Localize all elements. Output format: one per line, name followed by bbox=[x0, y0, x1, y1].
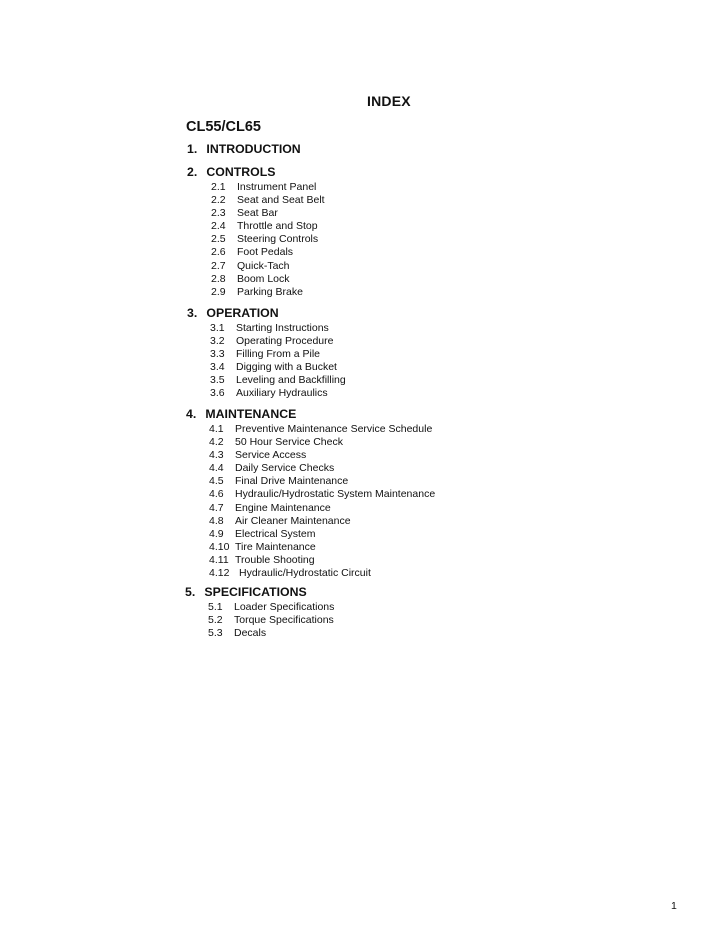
entry-label: Trouble Shooting bbox=[235, 553, 315, 566]
section-maintenance bbox=[0, 406, 717, 580]
entry-list bbox=[0, 423, 717, 580]
index-entry bbox=[211, 194, 717, 207]
index-entry bbox=[209, 449, 717, 462]
index-entry bbox=[209, 528, 717, 541]
section-specifications bbox=[0, 584, 717, 640]
section-number: 1. bbox=[187, 142, 198, 156]
index-entry bbox=[211, 181, 717, 194]
entry-number: 3.4 bbox=[210, 361, 225, 374]
index-entry bbox=[211, 246, 717, 259]
index-entry bbox=[208, 614, 717, 627]
entry-label: Quick-Tach bbox=[237, 259, 290, 272]
entry-number: 2.3 bbox=[211, 207, 226, 220]
index-entry bbox=[211, 233, 717, 246]
entry-number: 3.6 bbox=[210, 387, 225, 400]
index-entry bbox=[211, 286, 717, 299]
entry-label: Hydraulic/Hydrostatic Circuit bbox=[239, 567, 371, 580]
section-title: MAINTENANCE bbox=[205, 407, 297, 421]
entry-label: Air Cleaner Maintenance bbox=[235, 514, 351, 527]
index-entry bbox=[210, 374, 717, 387]
section-title: INTRODUCTION bbox=[206, 142, 301, 156]
section-heading bbox=[0, 164, 717, 181]
entry-label: Torque Specifications bbox=[234, 614, 334, 627]
entry-number: 4.2 bbox=[209, 436, 224, 449]
index-entry bbox=[210, 387, 717, 400]
entry-number: 5.2 bbox=[208, 614, 223, 627]
entry-number: 3.2 bbox=[210, 335, 225, 348]
index-entry bbox=[209, 502, 717, 515]
entry-number: 4.7 bbox=[209, 501, 224, 514]
index-entry bbox=[211, 207, 717, 220]
section-operation bbox=[0, 305, 717, 401]
section-heading bbox=[0, 584, 717, 601]
entry-label: Instrument Panel bbox=[237, 181, 317, 193]
section-heading bbox=[0, 305, 717, 322]
entry-label: Preventive Maintenance Service Schedule bbox=[235, 423, 433, 435]
entry-number: 5.3 bbox=[208, 627, 223, 640]
entry-list bbox=[0, 601, 717, 640]
entry-number: 4.8 bbox=[209, 514, 224, 527]
index-entry bbox=[210, 348, 717, 361]
section-number: 5. bbox=[185, 585, 196, 599]
entry-label: Filling From a Pile bbox=[236, 348, 321, 361]
entry-label: Daily Service Checks bbox=[235, 462, 335, 475]
page-title: INDEX bbox=[367, 93, 411, 109]
index-entry bbox=[210, 322, 717, 335]
index-entry bbox=[209, 567, 717, 580]
section-heading bbox=[0, 406, 717, 423]
entry-label: Foot Pedals bbox=[237, 246, 294, 259]
entry-number: 2.4 bbox=[211, 220, 226, 233]
index-entry bbox=[208, 627, 717, 640]
entry-label: Auxiliary Hydraulics bbox=[236, 387, 328, 400]
section-title: SPECIFICATIONS bbox=[204, 585, 307, 599]
entry-number: 4.9 bbox=[209, 527, 224, 540]
entry-label: Throttle and Stop bbox=[237, 220, 318, 233]
entry-number: 4.4 bbox=[209, 462, 224, 475]
entry-number: 3.5 bbox=[210, 374, 225, 387]
entry-label: Digging with a Bucket bbox=[236, 361, 337, 374]
index-entry bbox=[209, 423, 717, 436]
entry-list bbox=[0, 181, 717, 299]
index-entry bbox=[209, 541, 717, 554]
entry-number: 2.1 bbox=[211, 181, 226, 193]
entry-number: 4.1 bbox=[209, 423, 224, 435]
index-entry bbox=[209, 554, 717, 567]
entry-label: Engine Maintenance bbox=[235, 501, 331, 514]
entry-label: Boom Lock bbox=[237, 272, 290, 285]
entry-label: Hydraulic/Hydrostatic System Maintenance bbox=[235, 488, 436, 501]
section-number: 2. bbox=[187, 165, 198, 179]
index-entry bbox=[209, 475, 717, 488]
entry-number: 5.1 bbox=[208, 601, 223, 613]
entry-number: 4.10 bbox=[209, 540, 230, 553]
index-entry bbox=[209, 462, 717, 475]
section-number: 3. bbox=[187, 306, 198, 320]
entry-label: Tire Maintenance bbox=[235, 540, 316, 553]
index-entry bbox=[211, 220, 717, 233]
section-introduction bbox=[0, 141, 717, 158]
section-title: OPERATION bbox=[206, 306, 279, 320]
entry-label: Electrical System bbox=[235, 527, 316, 540]
entry-number: 4.12 bbox=[209, 567, 230, 580]
entry-number: 3.1 bbox=[210, 322, 225, 334]
entry-label: Leveling and Backfilling bbox=[236, 374, 346, 387]
section-title: CONTROLS bbox=[206, 165, 276, 179]
entry-label: Loader Specifications bbox=[234, 601, 335, 613]
entry-label: Final Drive Maintenance bbox=[235, 475, 349, 488]
index-entry bbox=[210, 361, 717, 374]
index-entry bbox=[209, 515, 717, 528]
index-entry bbox=[211, 260, 717, 273]
section-heading bbox=[0, 141, 717, 158]
entry-number: 2.9 bbox=[211, 285, 226, 298]
page-number: 1 bbox=[671, 900, 677, 912]
entry-number: 4.6 bbox=[209, 488, 224, 501]
entry-number: 2.8 bbox=[211, 272, 226, 285]
entry-number: 4.5 bbox=[209, 475, 224, 488]
entry-label: Seat and Seat Belt bbox=[237, 194, 325, 207]
index-entry bbox=[208, 601, 717, 614]
index-entry bbox=[211, 273, 717, 286]
index-entry bbox=[209, 488, 717, 501]
entry-number: 2.5 bbox=[211, 233, 226, 246]
entry-number: 4.3 bbox=[209, 449, 224, 462]
entry-label: Service Access bbox=[235, 449, 307, 462]
model-title: CL55/CL65 bbox=[186, 119, 261, 135]
entry-label: Parking Brake bbox=[237, 285, 303, 298]
entry-number: 4.11 bbox=[209, 553, 229, 566]
entry-label: Seat Bar bbox=[237, 207, 278, 220]
section-controls bbox=[0, 164, 717, 299]
entry-number: 2.7 bbox=[211, 259, 226, 272]
entry-label: Starting Instructions bbox=[236, 322, 329, 334]
entry-label: Decals bbox=[234, 627, 267, 640]
entry-number: 3.3 bbox=[210, 348, 225, 361]
section-number: 4. bbox=[186, 407, 197, 421]
entry-number: 2.6 bbox=[211, 246, 226, 259]
entry-number: 2.2 bbox=[211, 194, 226, 207]
entry-label: Operating Procedure bbox=[236, 335, 334, 348]
entry-list bbox=[0, 322, 717, 401]
entry-label: Steering Controls bbox=[237, 233, 319, 246]
index-entry bbox=[210, 335, 717, 348]
entry-label: 50 Hour Service Check bbox=[235, 436, 343, 449]
index-entry bbox=[209, 436, 717, 449]
